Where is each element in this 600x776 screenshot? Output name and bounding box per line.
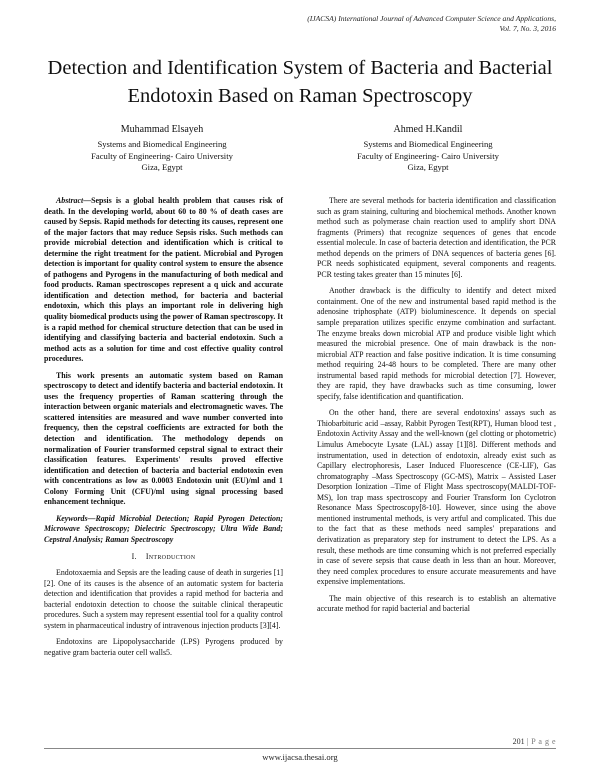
- section-heading-introduction: [44, 552, 283, 563]
- body-paragraph: On the other hand, there are several endotoxins' assays such as Thiobarbituric acid –assay, Rabbit Pyrogen Test(RPT), Human blood test , Endotoxin Activity Assay and the well-known (gel clotting or photometric) Limulus Amebocyte Lysate (LAL) assay [1][8]. Different methods and instrumentation, used in detection of endotoxin, already exist such as Capillary electrophoresis, Laser Induced Fluorescence (CE-LIF), Gas chromatography –Mass Spectroscopy (GC-MS), Matrix – Assisted Laser Desorption Ionization –Time of Flight Mass spectroscopy(MALDI-TOF-MS), Ion trap mass spectroscopy and Fourier Transform Ion Cyclotron Resonance Mass Spectroscopy[8-10]. However, since using the above mentioned instrumental methods, is very artful and complicated. This due to the fact that as these methods need samples' preparations and derivatization as preparatory step for instrument to detect the LPS. As a result, these methods are time consuming which is not preferred especially in case of severe sepsis that cause death in less than an hour. Moreover, they need complex procedures to ensure accurate measurements and have expensive implementations.: [317, 408, 556, 587]
- section-number: I.: [131, 551, 137, 561]
- journal-header: [196, 14, 556, 34]
- author-block-1: [52, 124, 272, 174]
- body-paragraph: Endotoxins are Lipopolysaccharide (LPS) Pyrogens produced by negative gram bacteria outer cell walls5.: [44, 637, 283, 657]
- page-number: [513, 737, 556, 746]
- author-name: Ahmed H.Kandil: [393, 124, 463, 135]
- author-city: Giza, Egypt: [141, 162, 183, 173]
- author-department: Systems and Biomedical Engineering: [363, 139, 493, 150]
- abstract-text: —Sepsis is a global health problem that causes risk of death. In the developing world, about 60 to 80 % of death cases are caused by Sepsis. Rapid methods for detecting its causes, represent one of the major factors that may reduce Sepsis risks. Such methods can provide microbial detection and identification which is critical to determine the right treatment for the patient. Microbial and Pyrogen detection is important for quality control system to ensure the absence of pathogens and Pyrogens in the manufacturing of both medical and food products. Raman spectroscopes represent a q uick and accurate identification and detection method, for bacteria and bacterial endotoxin, which this plays an important role in delivering high quality biomedical products using the power of Raman spectroscopy. It is a rapid method for chemical structure detection that can be used in identifying and classifying bacteria and bacterial endotoxin. Such a method acts as a solution for time and cost effective quality control procedures.: [44, 196, 283, 364]
- paper-title: Detection and Identification System of Bacteria and Bacterial Endotoxin Based on Raman Spectroscopy: [47, 57, 553, 107]
- author-faculty: Faculty of Engineering- Cairo University: [357, 150, 499, 161]
- abstract-paragraph-2: This work presents an automatic system based on Raman spectroscopy to detect and identify bacteria and bacterial endotoxin. It uses the frequency properties of Raman scattering through the interaction between organic materials and electromagnetic waves. The scattered intensities are measured and wave number converted into frequency, then the cepstral coefficients are extracted for both the detection and identification. The methodology depends on normalization of Fourier transformed cepstral signal to extract their classification features. Experiments' results proved effective identification and detection of bacteria and bacterial endotoxin even with concentrations as low as 0.0003 Endotoxin unit (EU)/ml and 1 Colony Forming Unit (CFU)/ml using signal processing based enhancement technique.: [44, 370, 283, 507]
- author-city: Giza, Egypt: [407, 162, 449, 173]
- abstract-paragraph-1: [44, 196, 283, 365]
- body-paragraph: The main objective of this research is to establish an alternative accurate method for rapid bacterial and bacterial: [317, 593, 556, 614]
- page-number-value: 201: [512, 737, 525, 746]
- left-column: [44, 196, 283, 664]
- section-title: Introduction: [145, 551, 196, 561]
- abstract-label: Abstract: [56, 196, 84, 205]
- body-paragraph: There are several methods for bacteria identification and classification such as gram staining, culturing and biochemical methods. Another known method such as polymerase chain reaction used to amplify short DNA fragments (Primers) that recognize sequences of genes that encode essential molecule. In case of bacteria detection and identification, the PCR method depends on the primers of DNA sequences of bacteria genes [6]. PCR needs sophisticated equipment, several components and reagents. PCR testing takes greater than 15 minutes [6].: [317, 196, 556, 279]
- right-column: [317, 196, 556, 621]
- footer-divider: [44, 748, 556, 749]
- abstract: [44, 196, 283, 508]
- author-block-2: [318, 124, 538, 174]
- author-faculty: Faculty of Engineering- Cairo University: [91, 150, 233, 161]
- journal-name: (IJACSA) International Journal of Advanced Computer Science and Applications,: [307, 14, 556, 23]
- author-name: Muhammad Elsayeh: [120, 124, 204, 135]
- body-paragraph: Endotoxaemia and Sepsis are the leading cause of death in surgeries [1][2]. One of its causes is the absence of an automatic system for bacteria detection and identification that provides a rapid method for bacteria and bacterial endotoxin detection to choose the suitable clinical therapeutic procedures. Such a system may represent essential tool for a quality control system in pharmaceutical industry of intravenous injection products [3][4].: [44, 568, 283, 630]
- body-paragraph: Another drawback is the difficulty to identify and detect mixed containment. One of the new and instrumental based rapid method is the adenosine triphosphate (ATP) bioluminescence. It depends on special sample preparation utilizes specific enzyme combination and surfactant. The enzyme breaks down microbial ATP and produce visible light which measured the microbial presence. One of main drawback is the non-microbial ATP reaction and false positive indication. It is time consuming method requiring 24-48 hours to be completed. There are many other instrumental based rapid methods for microbial detection [7]. However, they are rapid, they have drawbacks such as time consuming, lower specify, false identification and quantification.: [317, 286, 556, 401]
- journal-volume: Vol. 7, No. 3, 2016: [499, 24, 556, 33]
- page-label: | P a g e: [526, 737, 556, 746]
- journal-url: www.ijacsa.thesai.org: [262, 752, 338, 762]
- author-department: Systems and Biomedical Engineering: [97, 139, 227, 150]
- keywords: Keywords—Rapid Microbial Detection; Rapid Pyrogen Detection; Microwave Spectroscopy; Dielectric Spectroscopy; Ultra Wide Band; Cepstral Analysis; Raman Spectroscopy: [44, 513, 283, 544]
